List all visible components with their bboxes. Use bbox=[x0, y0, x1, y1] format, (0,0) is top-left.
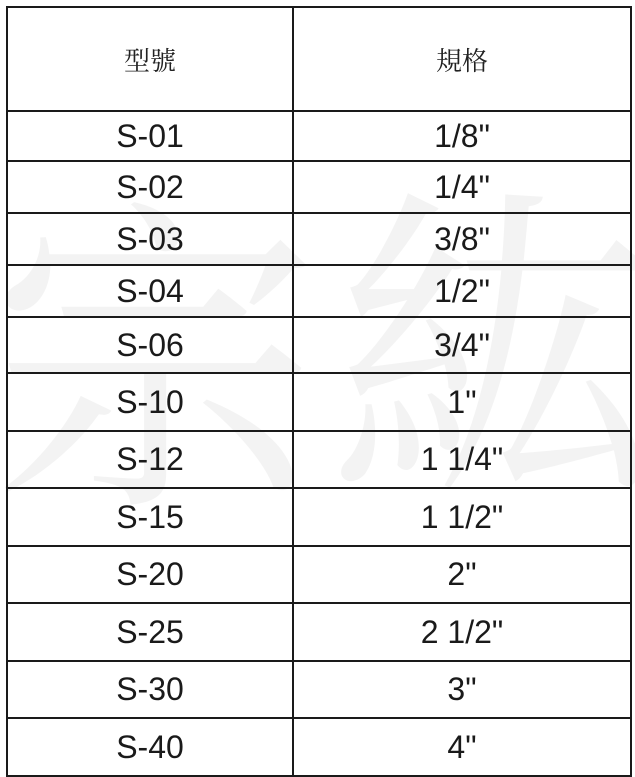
table-row bbox=[7, 661, 631, 718]
table-row bbox=[7, 161, 631, 213]
spec-cell: 1" bbox=[293, 373, 631, 431]
model-cell: S-15 bbox=[7, 488, 293, 546]
model-cell: S-04 bbox=[7, 265, 293, 317]
table-body bbox=[7, 111, 631, 776]
model-cell: S-40 bbox=[7, 718, 293, 776]
table-row bbox=[7, 265, 631, 317]
spec-table bbox=[6, 6, 632, 777]
model-cell: S-30 bbox=[7, 661, 293, 718]
table-row bbox=[7, 603, 631, 661]
spec-cell: 1 1/2" bbox=[293, 488, 631, 546]
table-row bbox=[7, 718, 631, 776]
spec-cell: 1/2" bbox=[293, 265, 631, 317]
model-cell: S-10 bbox=[7, 373, 293, 431]
spec-cell: 1/4" bbox=[293, 161, 631, 213]
model-cell: S-25 bbox=[7, 603, 293, 661]
table-header-row bbox=[7, 7, 631, 111]
table-row bbox=[7, 431, 631, 488]
spec-cell: 2 1/2" bbox=[293, 603, 631, 661]
spec-cell: 1/8" bbox=[293, 111, 631, 161]
model-cell: S-01 bbox=[7, 111, 293, 161]
table-row bbox=[7, 488, 631, 546]
model-cell: S-02 bbox=[7, 161, 293, 213]
spec-cell: 1 1/4" bbox=[293, 431, 631, 488]
spec-cell: 4" bbox=[293, 718, 631, 776]
spec-cell: 3" bbox=[293, 661, 631, 718]
spec-cell: 2" bbox=[293, 546, 631, 603]
model-cell: S-12 bbox=[7, 431, 293, 488]
model-cell: S-03 bbox=[7, 213, 293, 265]
header-model: 型號 bbox=[7, 7, 293, 111]
table-row bbox=[7, 317, 631, 373]
table-row bbox=[7, 373, 631, 431]
table-row bbox=[7, 546, 631, 603]
table-row bbox=[7, 111, 631, 161]
model-cell: S-20 bbox=[7, 546, 293, 603]
model-cell: S-06 bbox=[7, 317, 293, 373]
spec-cell: 3/4" bbox=[293, 317, 631, 373]
table-row bbox=[7, 213, 631, 265]
header-spec: 規格 bbox=[293, 7, 631, 111]
spec-cell: 3/8" bbox=[293, 213, 631, 265]
